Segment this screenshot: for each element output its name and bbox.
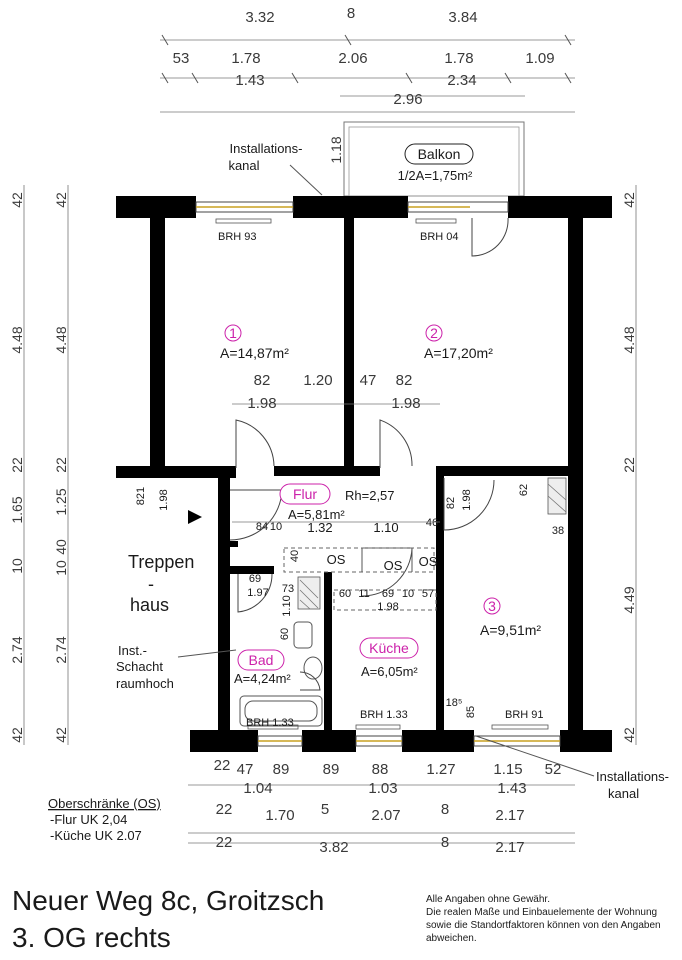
installation-bottom-line1: Installations- [596,769,669,784]
left-inner-f: 10 [53,560,69,576]
room-1-number: 1 [229,325,237,341]
bad-dim-b: 1.97 [247,587,269,599]
misc-dim-d: 60 [279,627,291,641]
top-dim-row2-e: 1.09 [525,50,555,67]
legend-title: Oberschränke (OS) [48,796,161,811]
top-dim-row4: 2.96 [393,91,423,108]
brh-04-label: BRH 04 [420,231,459,243]
top-dimension-lines [160,35,575,112]
left-inner-c: 22 [53,457,69,473]
bad-area: A=4,24m² [234,671,291,686]
os-label-2: OS [383,558,403,573]
left-outer-b: 4.48 [9,326,25,354]
room-sub-a: 1.98 [247,395,277,412]
bottom-row3-a: 22 [215,801,233,818]
address-line-2: 3. OG rechts [12,922,171,953]
disclaimer-line-4: abweichen. [426,933,477,944]
flur-dim-b: 10 [269,521,283,533]
left-outer-c: 22 [9,457,25,473]
bottom-row4-d: 2.17 [495,839,525,856]
bottom-row4-c: 8 [440,834,450,851]
misc-dim-f: 85 [465,705,477,719]
brh-133-bad-label: BRH 1.33 [246,717,294,729]
right-dim-c: 22 [621,457,637,473]
bottom-row1-f: 1.27 [426,761,456,778]
flur-name: Flur [292,486,318,502]
inst-schacht-line2: Schacht [116,659,163,674]
left-inner-g: 2.74 [53,636,69,664]
brh-91-label: BRH 91 [505,709,544,721]
flur-dim-c: 1.32 [307,520,333,535]
top-dim-row1-b: 8 [346,5,356,22]
misc-dim-a: 62 [518,483,530,497]
left-outer-g: 42 [9,727,25,743]
flur-dim-a: 84 [255,521,269,533]
top-dim-row1-c: 3.84 [448,9,478,26]
os-label-1: OS [326,552,346,567]
bottom-row1-g: 1.15 [493,761,523,778]
misc-dim-b: 38 [551,525,565,537]
kitchen-sub: 1.98 [377,601,399,613]
disclaimer-line-2: Die realen Maße und Einbauelemente der Wohnung [426,907,658,918]
room-1-area: A=14,87m² [220,345,289,361]
bottom-row3-f: 2.17 [495,807,525,824]
bad-dim-d: 1.10 [281,595,293,617]
os-label-3: OS [418,554,438,569]
flur-height: Rh=2,57 [345,488,395,503]
room-sub-b: 1.98 [391,395,421,412]
bad-name: Bad [248,652,274,668]
room-dim-a: 82 [253,372,271,389]
top-dim-row1-a: 3.32 [245,9,275,26]
balcony-depth-dim: 1.18 [328,136,344,164]
bottom-row4-a: 22 [215,834,233,851]
kitchen-dim-b: 11 [358,588,370,600]
brh-93-label: BRH 93 [218,231,257,243]
installation-top-line1: Installations- [229,141,303,156]
bad-dim-a: 69 [248,573,262,585]
door-height-a: 1.98 [158,489,170,511]
legend-line-1: -Flur UK 2,04 [50,812,128,827]
flur-dim-d: 1.10 [373,520,399,535]
left-inner-h: 42 [53,727,69,743]
bottom-row3-e: 8 [440,801,450,818]
bottom-row3-b: 1.70 [265,807,295,824]
bottom-row1-b: 47 [236,761,254,778]
door-height-c: 82 [445,496,457,510]
room-dim-d: 82 [395,372,413,389]
bottom-row3-c: 5 [320,801,330,818]
bottom-row1-d: 89 [322,761,340,778]
misc-dim-e: 18⁵ [445,697,463,709]
treppenhaus-line3: haus [130,595,170,615]
room-3-number: 3 [488,598,496,614]
left-inner-a: 42 [53,192,69,208]
room-2-number: 2 [430,325,438,341]
bottom-row2-a: 1.04 [243,780,273,797]
left-inner-e: 40 [53,539,69,555]
top-dim-row2-b: 1.78 [231,50,261,67]
inst-schacht-line1: Inst.- [118,643,147,658]
legend-line-2: -Küche UK 2.07 [50,828,142,843]
misc-dim-c: 40 [289,549,301,563]
right-dim-d: 4.49 [621,586,637,614]
left-outer-e: 10 [9,558,25,574]
left-outer-d: 1.65 [9,496,25,524]
installation-top-leader [290,165,322,195]
installation-bottom-line2: kanal [608,786,640,801]
entrance-arrow-icon [188,510,202,524]
flur-dim-e: 46 [425,517,439,529]
top-dim-row3-b: 2.34 [447,72,477,89]
left-outer-a: 42 [9,192,25,208]
room-3-area: A=9,51m² [480,622,542,638]
address-line-1: Neuer Weg 8c, Groitzsch [12,885,325,916]
door-height-e: 821 [135,486,147,506]
kitchen-dim-d: 10 [401,588,415,600]
kitchen-dim-c: 69 [381,588,395,600]
right-dim-e: 42 [621,727,637,743]
disclaimer-line-3: sowie die Standortfaktoren können von den Angaben [426,920,661,931]
bottom-row2-b: 1.03 [368,780,398,797]
flur-area: A=5,81m² [288,507,345,522]
door-swings [230,218,508,690]
balkon-area: 1/2A=1,75m² [397,168,473,183]
left-inner-b: 4.48 [53,326,69,354]
kitchen-dim-e: 57 [421,588,435,600]
room-2-area: A=17,20m² [424,345,493,361]
bottom-row1-e: 88 [371,761,389,778]
disclaimer-line-1: Alle Angaben ohne Gewähr. [426,894,550,905]
top-dim-row3-a: 1.43 [235,72,265,89]
bottom-row1-a: 22 [213,757,231,774]
bottom-row3-d: 2.07 [371,807,401,824]
room-dim-b: 1.20 [303,372,333,389]
installation-top-line2: kanal [228,158,260,173]
brh-133-kueche-label: BRH 1.33 [360,709,408,721]
treppenhaus-line2: - [148,574,154,594]
treppenhaus-line1: Treppen [128,552,195,572]
right-dim-a: 42 [621,192,637,208]
bad-dim-c: 73 [281,583,295,595]
top-dim-row2-c: 2.06 [338,50,368,67]
left-outer-f: 2.74 [9,636,25,664]
left-inner-d: 1.25 [53,488,69,516]
bottom-row1-h: 52 [544,761,562,778]
kitchen-dim-a: 60 [338,588,352,600]
top-dim-row2-d: 1.78 [444,50,474,67]
room-dim-c: 47 [359,372,377,389]
right-dim-b: 4.48 [621,326,637,354]
top-dim-row2-a: 53 [172,50,190,67]
bottom-row2-c: 1.43 [497,780,527,797]
kueche-name: Küche [369,640,409,656]
balkon-name: Balkon [417,146,461,162]
kueche-area: A=6,05m² [361,664,418,679]
inst-schacht-line3: raumhoch [116,676,174,691]
door-height-b: 1.98 [461,489,473,511]
bottom-row1-c: 89 [272,761,290,778]
bottom-row4-b: 3.82 [319,839,349,856]
